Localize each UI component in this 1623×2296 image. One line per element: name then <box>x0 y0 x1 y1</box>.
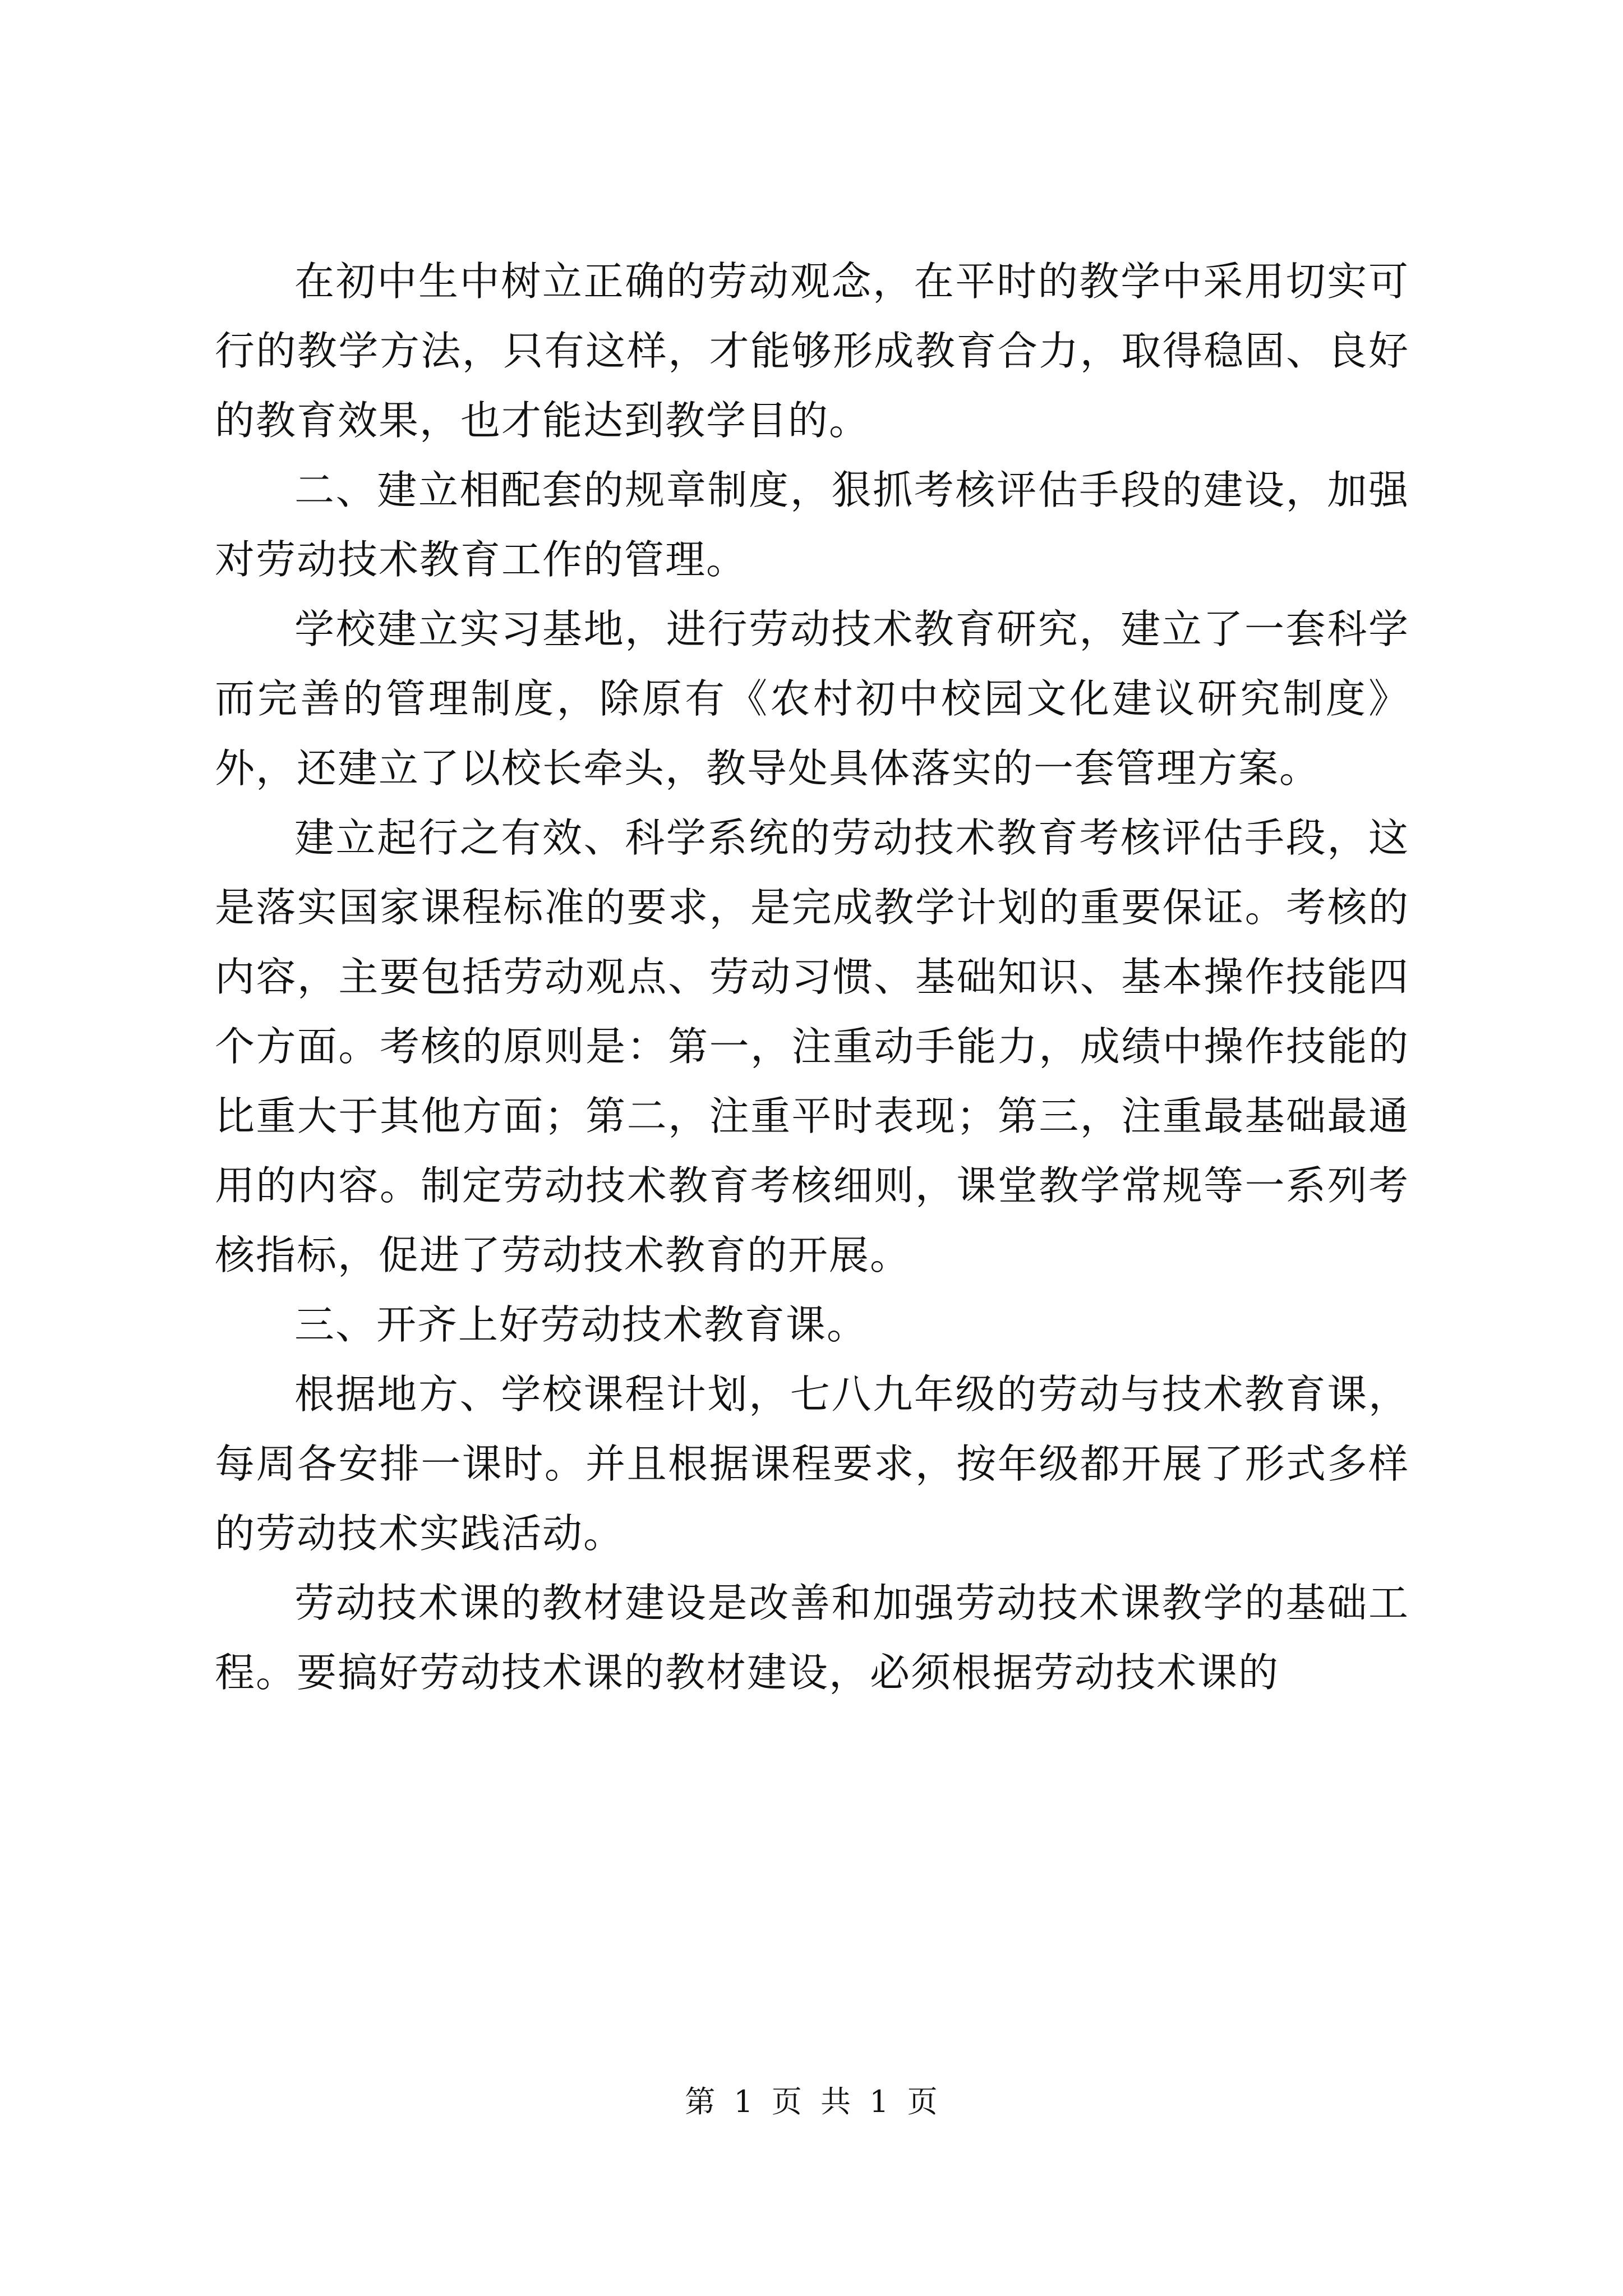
page-footer: 第 1 页 共 1 页 <box>685 2084 938 2119</box>
paragraph-3: 学校建立实习基地，进行劳动技术教育研究，建立了一套科学而完善的管理制度，除原有《农村初中校园文化建议研究制度》外，还建立了以校长牵头，教导处具体落实的一套管理方案。 <box>215 606 1409 792</box>
paragraph-1: 在初中生中树立正确的劳动观念，在平时的教学中采用切实可行的教学方法，只有这样，才能够形成教育合力，取得稳固、良好的教育效果，也才能达到教学目的。 <box>215 258 1409 444</box>
paragraph-6: 根据地方、学校课程计划，七八九年级的劳动与技术教育课，每周各安排一课时。并且根据课程要求，按年级都开展了形式多样的劳动技术实践活动。 <box>215 1371 1409 1557</box>
paragraph-7: 劳动技术课的教材建设是改善和加强劳动技术课教学的基础工程。要搞好劳动技术课的教材建设，必须根据劳动技术课的 <box>215 1580 1409 1696</box>
paragraph-2-section-heading: 二、建立相配套的规章制度，狠抓考核评估手段的建设，加强对劳动技术教育工作的管理。 <box>215 467 1409 583</box>
body-text <box>215 247 1409 1708</box>
paragraph-5-section-heading: 三、开齐上好劳动技术教育课。 <box>294 1301 868 1348</box>
paragraph-4: 建立起行之有效、科学系统的劳动技术教育考核评估手段，这是落实国家课程标准的要求，是完成教学计划的重要保证。考核的内容，主要包括劳动观点、劳动习惯、基础知识、基本操作技能四个方面。考核的原则是：第一，注重动手能力，成绩中操作技能的比重大于其他方面；第二，注重平时表现；第三，注重最基础最通用的内容。制定劳动技术教育考核细则，课堂教学常规等一系列考核指标，促进了劳动技术教育的开展。 <box>215 815 1409 1278</box>
